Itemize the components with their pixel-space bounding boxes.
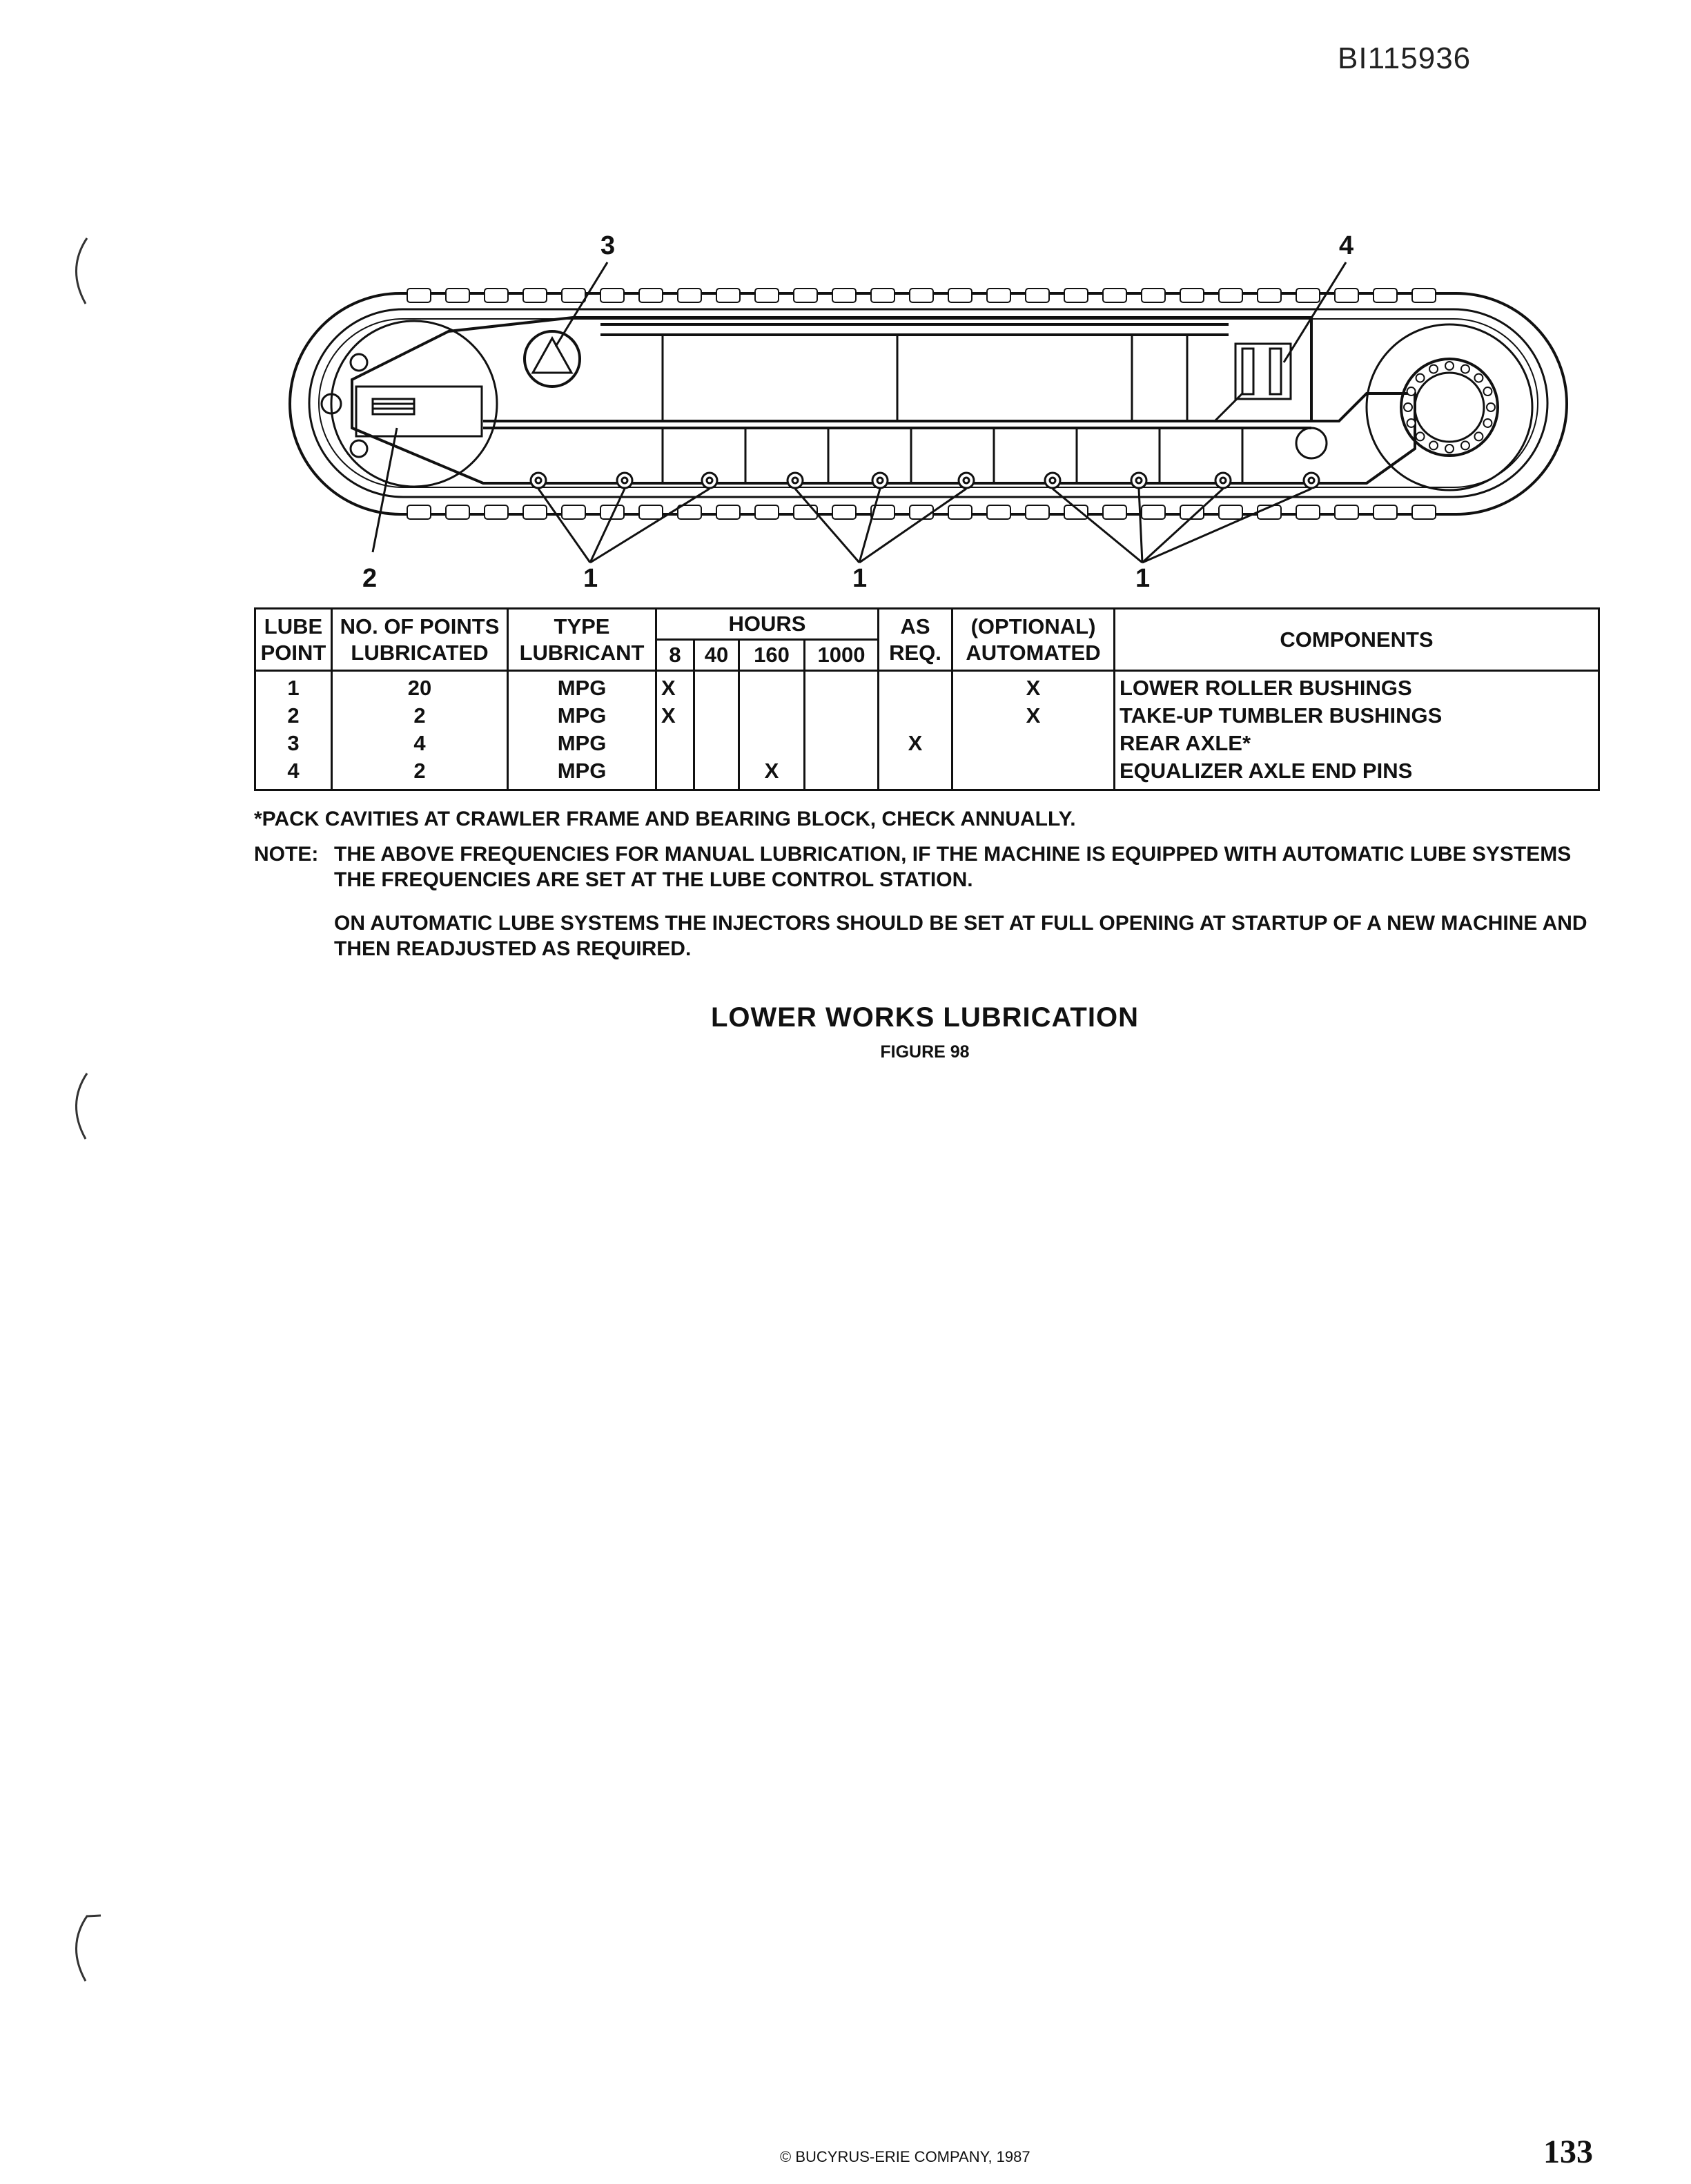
binder-hole-mark [59, 1070, 108, 1146]
track-link [1142, 289, 1165, 302]
automated-cell [952, 757, 1115, 790]
track-link [1064, 289, 1088, 302]
footnote: *PACK CAVITIES AT CRAWLER FRAME AND BEARING BLOCK, CHECK ANNUALLY. [254, 808, 1076, 830]
track-link [446, 289, 469, 302]
track-link [1374, 505, 1397, 519]
bolt [1404, 403, 1412, 411]
track-link [485, 505, 508, 519]
roller-fitting [1220, 478, 1226, 483]
note-label: NOTE: [254, 843, 319, 866]
lubrication-table [254, 607, 1600, 791]
bolt [1429, 441, 1438, 449]
track-link [639, 505, 663, 519]
track-link [523, 289, 547, 302]
bolt [1483, 419, 1492, 427]
hours-40-header: 40 [694, 640, 739, 671]
track-link [1103, 289, 1126, 302]
roller-fitting [1309, 478, 1314, 483]
leader-line [1284, 262, 1346, 362]
roller-fitting [707, 478, 712, 483]
track-link [446, 505, 469, 519]
table-row [255, 671, 1599, 703]
as-req-cell: X [879, 730, 952, 757]
track-link [1026, 289, 1049, 302]
lube-point-cell: 1 [255, 671, 332, 703]
bolt [1461, 441, 1469, 449]
note-paragraph: ON AUTOMATIC LUBE SYSTEMS THE INJECTORS SHOULD BE SET AT FULL OPENING AT STARTUP OF A NEW MACHINE AND THEN READJUSTED AS REQUIRED. [334, 912, 1587, 960]
callout-label: 4 [1339, 231, 1354, 260]
automated-header: (OPTIONAL) AUTOMATED [952, 609, 1115, 671]
track-link [1258, 289, 1281, 302]
table-row [255, 757, 1599, 790]
track-link [407, 289, 431, 302]
leader-line [1142, 489, 1223, 563]
callout-label: 1 [852, 564, 868, 593]
bolt [1416, 374, 1425, 382]
hours-160-cell: X [739, 757, 805, 790]
track-link [755, 505, 779, 519]
hours-8-cell: X [656, 671, 694, 703]
track-link [600, 289, 624, 302]
points-count-cell: 2 [332, 702, 508, 730]
track-link [871, 289, 895, 302]
roller-fitting [622, 478, 627, 483]
notes-section [254, 806, 1607, 979]
track-link [562, 289, 585, 302]
track-link [1296, 289, 1320, 302]
bolt [1407, 419, 1416, 427]
hours-header: HOURS [656, 609, 879, 640]
roller-fitting [792, 478, 798, 483]
components-header: COMPONENTS [1115, 609, 1599, 671]
leader-line [795, 489, 859, 563]
as-req-cell [879, 702, 952, 730]
track-link [910, 289, 933, 302]
leader-line [1053, 489, 1142, 563]
track-link [832, 505, 856, 519]
track-link [1026, 505, 1049, 519]
hours-160-cell [739, 702, 805, 730]
component-cell: TAKE-UP TUMBLER BUSHINGS [1115, 702, 1599, 730]
track-link [1412, 505, 1436, 519]
callout-label: 3 [600, 231, 616, 260]
callout-label: 1 [1135, 564, 1151, 593]
hours-8-cell [656, 730, 694, 757]
track-link [1374, 289, 1397, 302]
as-req-header: AS REQ. [879, 609, 952, 671]
note-paragraph: THE ABOVE FREQUENCIES FOR MANUAL LUBRICATION, IF THE MACHINE IS EQUIPPED WITH AUTOMATIC LUBE SYSTEMS THE FREQUENCIES ARE SET AT THE LUBE CONTROL STATION. [334, 843, 1572, 891]
as-req-cell [879, 757, 952, 790]
hours-40-cell [694, 730, 739, 757]
track-link [755, 289, 779, 302]
bolt [1416, 432, 1425, 440]
points-count-cell: 20 [332, 671, 508, 703]
points-count-cell: 4 [332, 730, 508, 757]
hours-1000-cell [805, 730, 879, 757]
track-link [1219, 505, 1242, 519]
bolt [1474, 432, 1483, 440]
crawler-track-diagram [276, 221, 1581, 607]
track-link [987, 289, 1010, 302]
crawler-frame [352, 318, 1415, 483]
bolt [1483, 387, 1492, 396]
bolt [1461, 365, 1469, 373]
roller-fitting [536, 478, 541, 483]
page-number: 133 [1543, 2134, 1593, 2170]
track-link [716, 289, 740, 302]
leader-line [1139, 489, 1142, 563]
automated-cell [952, 730, 1115, 757]
hours-40-cell [694, 671, 739, 703]
leader-line [538, 489, 590, 563]
hours-1000-header: 1000 [805, 640, 879, 671]
hours-8-header: 8 [656, 640, 694, 671]
track-link [678, 289, 701, 302]
track-link [832, 289, 856, 302]
roller-fitting [1136, 478, 1142, 483]
hours-160-cell [739, 730, 805, 757]
table-row [255, 730, 1599, 757]
track-link [1296, 505, 1320, 519]
track-link [794, 289, 817, 302]
track-link [948, 289, 972, 302]
lubricant-cell: MPG [508, 702, 656, 730]
equalizer-pins [1215, 344, 1291, 421]
hours-1000-cell [805, 671, 879, 703]
hours-8-cell: X [656, 702, 694, 730]
automated-cell: X [952, 671, 1115, 703]
bolt [1445, 362, 1454, 370]
track-link [562, 505, 585, 519]
track-link [1103, 505, 1126, 519]
track-link [523, 505, 547, 519]
component-cell: EQUALIZER AXLE END PINS [1115, 757, 1599, 790]
rear-axle [525, 331, 580, 387]
track-link [794, 505, 817, 519]
track-link [1412, 289, 1436, 302]
leader-line [373, 428, 397, 552]
track-link [716, 505, 740, 519]
track-link [639, 289, 663, 302]
binder-hole-mark [59, 1912, 108, 1988]
bolt [1429, 365, 1438, 373]
no-points-header: NO. OF POINTS LUBRICATED [332, 609, 508, 671]
track-link [948, 505, 972, 519]
component-cell: REAR AXLE* [1115, 730, 1599, 757]
track-link [485, 289, 508, 302]
roller-fitting [1050, 478, 1055, 483]
track-link [1219, 289, 1242, 302]
document-id: BI115936 [1338, 41, 1472, 75]
callout-label: 1 [583, 564, 598, 593]
track-link [910, 505, 933, 519]
track-link [1335, 505, 1358, 519]
binder-hole-mark [59, 235, 108, 311]
copyright: © BUCYRUS-ERIE COMPANY, 1987 [780, 2148, 1030, 2165]
hours-40-cell [694, 702, 739, 730]
hours-40-cell [694, 757, 739, 790]
hours-160-header: 160 [739, 640, 805, 671]
lubricant-cell: MPG [508, 671, 656, 703]
type-header: TYPE LUBRICANT [508, 609, 656, 671]
rear-tumbler [322, 321, 497, 487]
lube-point-cell: 3 [255, 730, 332, 757]
track-link [407, 505, 431, 519]
roller-fitting [964, 478, 969, 483]
track-link [1335, 289, 1358, 302]
figure-number: FIGURE 98 [880, 1042, 970, 1062]
bolt [1474, 374, 1483, 382]
lubricant-cell: MPG [508, 730, 656, 757]
hours-160-cell [739, 671, 805, 703]
component-cell: LOWER ROLLER BUSHINGS [1115, 671, 1599, 703]
bolt [1407, 387, 1416, 396]
hours-1000-cell [805, 702, 879, 730]
automated-cell: X [952, 702, 1115, 730]
leader-line [1142, 489, 1311, 563]
track-link [1180, 289, 1204, 302]
track-link [1142, 505, 1165, 519]
track-link [987, 505, 1010, 519]
front-idler [1296, 324, 1532, 490]
lube-point-cell: 4 [255, 757, 332, 790]
points-count-cell: 2 [332, 757, 508, 790]
lubricant-cell: MPG [508, 757, 656, 790]
hours-1000-cell [805, 757, 879, 790]
callout-label: 2 [362, 564, 378, 593]
bolt [1445, 445, 1454, 453]
lube-point-cell: 2 [255, 702, 332, 730]
bolt [1487, 403, 1495, 411]
leader-line [556, 262, 607, 347]
as-req-cell [879, 671, 952, 703]
hours-8-cell [656, 757, 694, 790]
roller-fitting [877, 478, 883, 483]
table-row [255, 702, 1599, 730]
lube-point-header: LUBE POINT [255, 609, 332, 671]
figure-title: LOWER WORKS LUBRICATION [711, 1002, 1139, 1033]
leader-line [859, 489, 966, 563]
